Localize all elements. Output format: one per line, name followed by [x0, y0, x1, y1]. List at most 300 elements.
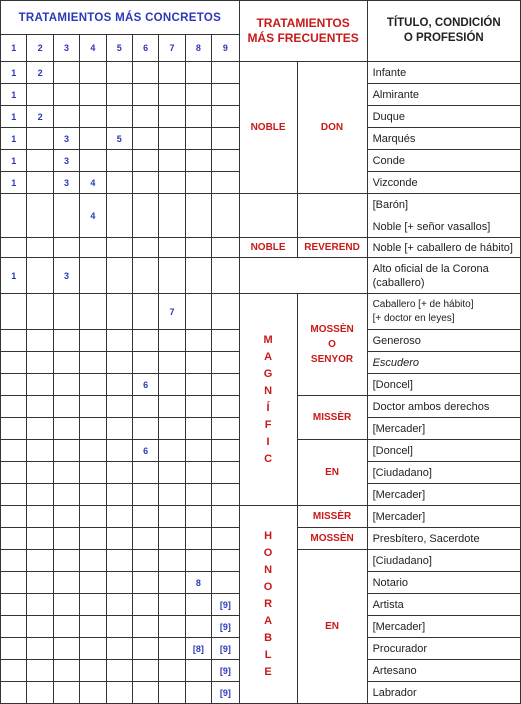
treatment-number-cell	[80, 150, 106, 172]
treatment-number-cell	[185, 374, 211, 396]
treatment-number-cell	[1, 682, 27, 704]
treatment-number-cell: 3	[53, 128, 79, 150]
title-cell	[367, 506, 520, 528]
title-cell	[367, 616, 520, 638]
treatment-number-cell	[27, 682, 53, 704]
treatment-number-cell: [9]	[212, 638, 240, 660]
treatment-number-cell	[185, 62, 211, 84]
treatment-number-cell	[212, 506, 240, 528]
column-number: 5	[106, 35, 132, 62]
treatment-number-cell	[132, 128, 158, 150]
group-blank	[239, 258, 367, 294]
treatment-number-cell	[27, 572, 53, 594]
treatment-number-cell	[185, 418, 211, 440]
treatment-number-cell	[27, 462, 53, 484]
title-text: Caballero [+ de hábito]	[372, 298, 474, 310]
treatment-number-cell	[185, 682, 211, 704]
treatment-number-cell	[132, 616, 158, 638]
treatment-number-cell	[80, 294, 106, 330]
title-text: [Doncel]	[372, 378, 413, 391]
treatment-number-cell	[80, 258, 106, 294]
treatment-number-cell	[185, 616, 211, 638]
treatment-number-cell	[27, 550, 53, 572]
treatment-number-cell	[212, 106, 240, 128]
treatment-number-cell	[132, 238, 158, 258]
treatment-number-cell	[159, 638, 185, 660]
treatment-number-cell	[1, 616, 27, 638]
treatment-number-cell	[132, 660, 158, 682]
treatment-number-cell	[212, 374, 240, 396]
treatment-number-cell	[53, 106, 79, 128]
table-row	[1, 238, 521, 258]
treatment-number-cell	[132, 194, 158, 238]
treatment-number-cell	[53, 84, 79, 106]
treatment-number-cell	[159, 506, 185, 528]
treatment-number-cell	[106, 258, 132, 294]
treatment-number-cell	[80, 84, 106, 106]
treatment-number-cell	[53, 616, 79, 638]
table-row	[1, 258, 521, 294]
treatment-number-cell	[80, 616, 106, 638]
magnific-letter: I	[266, 435, 270, 448]
treatment-number-cell	[106, 682, 132, 704]
treatment-number-cell	[80, 238, 106, 258]
honorable-letter: E	[264, 666, 272, 678]
treatment-number-cell	[53, 484, 79, 506]
title-text: [Mercader]	[372, 620, 426, 633]
treatment-number-cell	[1, 194, 27, 238]
treatment-number-cell	[159, 418, 185, 440]
title-text: Alto oficial de la Corona	[372, 262, 489, 275]
title-cell	[367, 484, 520, 506]
title-cell	[367, 374, 520, 396]
group-misser-2: MISSÈR	[297, 506, 367, 528]
treatment-number-cell: 1	[1, 62, 27, 84]
title-text: [Mercader]	[372, 422, 426, 435]
treatment-number-cell	[80, 550, 106, 572]
treatment-number-cell	[132, 594, 158, 616]
honorable-letter: O	[263, 547, 273, 559]
treatment-number-cell	[106, 238, 132, 258]
title-cell	[367, 258, 520, 294]
title-cell	[367, 462, 520, 484]
treatment-number-cell: [9]	[212, 616, 240, 638]
treatment-number-cell	[212, 418, 240, 440]
treatment-number-cell: 1	[1, 84, 27, 106]
treatment-number-cell	[159, 352, 185, 374]
treatment-number-cell	[212, 62, 240, 84]
treatment-number-cell	[159, 128, 185, 150]
magnific-letter: A	[264, 350, 273, 363]
treatment-number-cell	[27, 484, 53, 506]
title-cell	[367, 238, 520, 258]
treatment-number-cell	[159, 150, 185, 172]
title-cell	[367, 150, 520, 172]
treatment-number-cell	[1, 594, 27, 616]
treatment-number-cell	[106, 638, 132, 660]
treatment-number-cell	[212, 238, 240, 258]
honorable-letter: R	[264, 598, 273, 610]
treatment-number-cell	[185, 84, 211, 106]
title-cell	[367, 330, 520, 352]
treatment-number-cell	[106, 150, 132, 172]
treatment-number-cell	[159, 258, 185, 294]
treatment-number-cell	[1, 506, 27, 528]
treatment-number-cell: 1	[1, 150, 27, 172]
honorable-letter: O	[263, 581, 273, 593]
title-cell	[367, 660, 520, 682]
treatment-number-cell	[159, 572, 185, 594]
title-text: [Mercader]	[372, 488, 426, 501]
magnific-letter: N	[264, 384, 273, 397]
header-frequent-treatments	[239, 1, 367, 62]
column-number: 1	[1, 35, 27, 62]
treatment-number-cell	[159, 194, 185, 238]
treatment-number-cell	[106, 330, 132, 352]
group-en: EN	[297, 440, 367, 506]
treatment-number-cell	[185, 330, 211, 352]
treatment-number-cell	[27, 418, 53, 440]
header-frequent-line2: MÁS FRECUENTES	[247, 31, 359, 45]
title-text: Noble [+ caballero de hábito]	[372, 241, 513, 254]
treatment-number-cell	[159, 238, 185, 258]
treatment-number-cell	[159, 330, 185, 352]
treatment-number-cell	[53, 352, 79, 374]
treatment-number-cell	[1, 572, 27, 594]
magnific-letter: M	[263, 333, 273, 346]
header-title-condition	[367, 1, 520, 62]
treatment-number-cell	[53, 374, 79, 396]
title-text: Vizconde	[372, 176, 418, 189]
title-text: [Ciudadano]	[372, 554, 432, 567]
treatment-number-cell	[159, 550, 185, 572]
treatment-number-cell	[132, 484, 158, 506]
treatment-number-cell	[1, 238, 27, 258]
treatment-number-cell	[132, 330, 158, 352]
treatment-number-cell	[106, 194, 132, 238]
group-magnific	[239, 294, 297, 506]
treatment-number-cell	[1, 396, 27, 418]
treatment-number-cell	[1, 484, 27, 506]
treatment-number-cell: 6	[132, 374, 158, 396]
title-cell	[367, 550, 520, 572]
treatment-number-cell	[80, 484, 106, 506]
treatment-number-cell	[53, 638, 79, 660]
treatment-number-cell	[212, 172, 240, 194]
column-number: 8	[185, 35, 211, 62]
magnific-letter: F	[264, 418, 272, 431]
treatment-number-cell	[80, 594, 106, 616]
treatment-number-cell	[185, 550, 211, 572]
title-text: Escudero	[372, 356, 420, 369]
treatment-number-cell	[185, 440, 211, 462]
treatment-number-cell: 1	[1, 172, 27, 194]
magnific-letter: G	[263, 367, 273, 380]
treatment-number-cell	[132, 506, 158, 528]
treatment-number-cell	[132, 638, 158, 660]
treatment-number-cell	[132, 528, 158, 550]
title-cell	[367, 62, 520, 84]
treatment-number-cell	[106, 528, 132, 550]
treatment-number-cell	[159, 594, 185, 616]
treatment-number-cell	[185, 594, 211, 616]
title-text: Doctor ambos derechos	[372, 400, 490, 413]
title-text: Notario	[372, 576, 409, 589]
treatment-number-cell	[27, 506, 53, 528]
title-cell	[367, 396, 520, 418]
treatment-number-cell	[80, 660, 106, 682]
treatment-number-cell	[106, 352, 132, 374]
treatment-number-cell	[106, 374, 132, 396]
magnific-letter: Í	[266, 401, 270, 414]
treatment-number-cell	[185, 106, 211, 128]
treatment-number-cell	[27, 638, 53, 660]
treatment-number-cell	[212, 258, 240, 294]
honorable-letter: B	[264, 632, 273, 644]
treatment-number-cell: 2	[27, 106, 53, 128]
treatment-number-cell	[53, 682, 79, 704]
column-number: 9	[212, 35, 240, 62]
treatment-number-cell	[159, 528, 185, 550]
table-row	[1, 194, 521, 238]
treatment-number-cell	[80, 572, 106, 594]
treatment-number-cell	[185, 396, 211, 418]
title-text: Labrador	[372, 686, 417, 699]
treatment-number-cell	[159, 374, 185, 396]
mossen-senyor-line: SENYOR	[310, 354, 354, 365]
title-cell	[367, 106, 520, 128]
magnific-letter: C	[264, 452, 273, 465]
treatment-number-cell	[106, 484, 132, 506]
treatment-number-cell	[80, 374, 106, 396]
treatment-number-cell	[212, 550, 240, 572]
treatment-number-cell	[53, 440, 79, 462]
treatment-number-cell	[1, 462, 27, 484]
treatment-number-cell: 3	[53, 150, 79, 172]
mossen-senyor-line: MOSSÈN	[310, 324, 354, 335]
treatment-number-cell	[1, 528, 27, 550]
treatment-number-cell	[185, 484, 211, 506]
treatment-number-cell: 4	[80, 172, 106, 194]
group-misser: MISSÈR	[297, 396, 367, 440]
treatment-number-cell	[27, 330, 53, 352]
treatment-number-cell	[27, 528, 53, 550]
treatment-number-cell	[185, 660, 211, 682]
treatment-number-cell	[132, 106, 158, 128]
table-body	[1, 1, 521, 704]
treatment-number-cell: 2	[27, 62, 53, 84]
column-number: 2	[27, 35, 53, 62]
treatment-number-cell	[27, 150, 53, 172]
title-text: [Barón]	[372, 198, 409, 211]
treatment-number-cell	[27, 172, 53, 194]
treatment-number-cell	[80, 462, 106, 484]
treatment-number-cell	[106, 172, 132, 194]
treatment-number-cell	[212, 352, 240, 374]
treatment-number-cell	[159, 462, 185, 484]
treatment-number-cell	[53, 528, 79, 550]
treatment-number-cell	[1, 550, 27, 572]
treatment-number-cell	[159, 106, 185, 128]
treatment-number-cell	[80, 396, 106, 418]
header-title-line2: O PROFESIÓN	[403, 32, 484, 44]
treatment-number-cell	[185, 506, 211, 528]
treatment-number-cell	[80, 440, 106, 462]
title-cell	[367, 572, 520, 594]
title-text: [Ciudadano]	[372, 466, 432, 479]
title-cell	[367, 682, 520, 704]
treatment-number-cell	[159, 682, 185, 704]
honorable-letter: A	[264, 615, 273, 627]
title-text: Artesano	[372, 664, 417, 677]
treatment-number-cell	[27, 396, 53, 418]
treatment-number-cell	[159, 396, 185, 418]
title-cell	[367, 294, 520, 330]
header-specific-treatments: TRATAMIENTOS MÁS CONCRETOS	[1, 1, 240, 35]
treatment-number-cell	[185, 238, 211, 258]
treatment-number-cell	[106, 396, 132, 418]
treatment-number-cell	[132, 258, 158, 294]
treatment-number-cell	[80, 528, 106, 550]
treatment-number-cell	[212, 572, 240, 594]
treatment-number-cell	[132, 462, 158, 484]
treatment-number-cell	[53, 330, 79, 352]
treatment-number-cell	[80, 506, 106, 528]
title-cell	[367, 418, 520, 440]
treatment-number-cell	[27, 660, 53, 682]
title-cell	[367, 194, 520, 238]
treatment-number-cell	[1, 440, 27, 462]
title-text: Noble [+ señor vasallos]	[372, 220, 491, 233]
table-row	[1, 506, 521, 528]
title-text: Duque	[372, 110, 405, 123]
treatment-number-cell	[27, 294, 53, 330]
treatment-number-cell	[80, 330, 106, 352]
treatment-number-cell	[106, 294, 132, 330]
treatment-number-cell	[106, 440, 132, 462]
treatment-number-cell	[106, 418, 132, 440]
column-number: 4	[80, 35, 106, 62]
treatment-number-cell	[212, 462, 240, 484]
title-text: [Mercader]	[372, 510, 426, 523]
treatment-number-cell	[53, 550, 79, 572]
title-text: Presbítero, Sacerdote	[372, 532, 480, 545]
treatment-number-cell	[185, 128, 211, 150]
treatment-number-cell	[159, 62, 185, 84]
treatment-number-cell	[159, 484, 185, 506]
treatment-number-cell: 1	[1, 258, 27, 294]
honorable-letter: H	[264, 530, 273, 542]
treatment-number-cell	[106, 84, 132, 106]
treatment-number-cell	[212, 396, 240, 418]
treatment-number-cell	[53, 506, 79, 528]
title-cell	[367, 352, 520, 374]
treatment-number-cell: 8	[185, 572, 211, 594]
group-blank	[297, 194, 367, 238]
treatment-number-cell	[53, 594, 79, 616]
treatment-number-cell	[212, 484, 240, 506]
treatment-number-cell	[80, 352, 106, 374]
treatment-number-cell	[80, 128, 106, 150]
treatment-number-cell	[27, 616, 53, 638]
treatment-number-cell	[106, 594, 132, 616]
group-reverend: REVEREND	[297, 238, 367, 258]
treatment-number-cell	[132, 352, 158, 374]
group-noble-2: NOBLE	[239, 238, 297, 258]
group-mossen-senyor	[297, 294, 367, 396]
treatment-number-cell	[159, 616, 185, 638]
treatment-number-cell	[212, 150, 240, 172]
group-blank	[239, 194, 297, 238]
treatment-number-cell	[27, 374, 53, 396]
group-en-2: EN	[297, 550, 367, 704]
title-cell	[367, 128, 520, 150]
column-number: 3	[53, 35, 79, 62]
title-cell	[367, 440, 520, 462]
treatment-number-cell	[185, 150, 211, 172]
treatment-number-cell	[1, 638, 27, 660]
treatment-number-cell	[27, 352, 53, 374]
treatment-number-cell	[132, 294, 158, 330]
treatment-number-cell	[185, 258, 211, 294]
header-title-line1: TÍTULO, CONDICIÓN	[386, 17, 501, 29]
treatment-number-cell: 1	[1, 106, 27, 128]
treatment-number-cell	[106, 506, 132, 528]
treatment-number-cell: 7	[159, 294, 185, 330]
table-row	[1, 294, 521, 330]
treatment-number-cell	[132, 550, 158, 572]
treatment-number-cell	[159, 84, 185, 106]
treatment-number-cell	[27, 258, 53, 294]
title-text: Generoso	[372, 334, 421, 347]
treatment-number-cell	[1, 352, 27, 374]
treatment-number-cell: [9]	[212, 660, 240, 682]
treatment-number-cell	[185, 172, 211, 194]
treatment-number-cell	[185, 462, 211, 484]
treatment-number-cell	[132, 172, 158, 194]
treatment-number-cell	[53, 572, 79, 594]
treatment-number-cell: 4	[80, 194, 106, 238]
mossen-senyor-line: O	[328, 339, 336, 350]
honorable-letter: L	[264, 649, 272, 661]
title-text: Conde	[372, 154, 405, 167]
treatment-number-cell	[106, 572, 132, 594]
treatment-number-cell	[80, 418, 106, 440]
table-row	[1, 62, 521, 84]
treatment-number-cell	[1, 418, 27, 440]
treatment-number-cell: 5	[106, 128, 132, 150]
treatment-number-cell	[132, 62, 158, 84]
treatment-number-cell	[132, 418, 158, 440]
treatment-number-cell: 6	[132, 440, 158, 462]
treatment-number-cell	[1, 660, 27, 682]
title-cell	[367, 638, 520, 660]
title-cell	[367, 528, 520, 550]
treatment-number-cell	[212, 294, 240, 330]
title-text: [+ doctor en leyes]	[372, 312, 455, 324]
treatment-number-cell	[53, 396, 79, 418]
treatment-number-cell	[27, 194, 53, 238]
title-cell	[367, 594, 520, 616]
treatment-number-cell	[132, 396, 158, 418]
treatment-number-cell	[159, 660, 185, 682]
treatment-number-cell	[53, 462, 79, 484]
title-text: Infante	[372, 66, 407, 79]
treatment-number-cell	[53, 62, 79, 84]
treatment-number-cell: 1	[1, 128, 27, 150]
title-text: [Doncel]	[372, 444, 413, 457]
title-cell	[367, 84, 520, 106]
